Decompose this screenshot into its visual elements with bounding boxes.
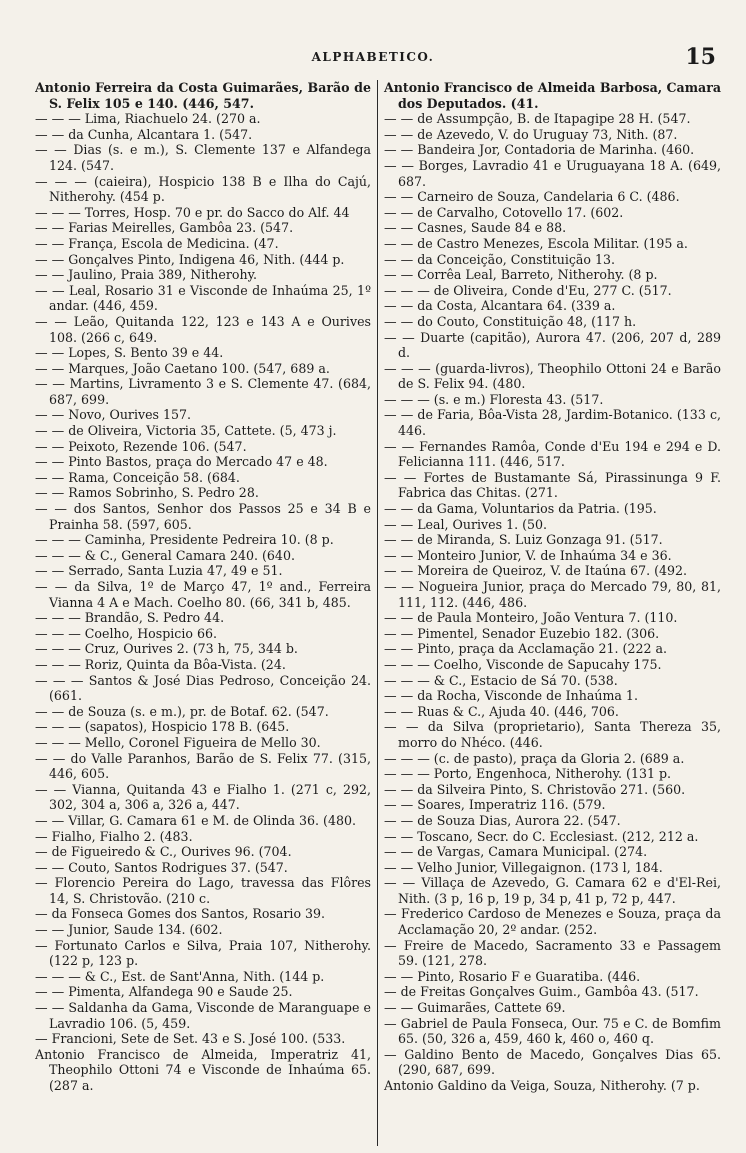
directory-entry: — de Figueiredo & C., Ourives 96. (704. (35, 844, 292, 860)
directory-entry: — — — Roriz, Quinta da Bôa-Vista. (24. (35, 656, 286, 672)
directory-entry: Antonio Ferreira da Costa Guimarães, Barão de S. Felix 105 e 140. (446, 547. (35, 80, 371, 111)
directory-entry: — — dos Santos, Senhor dos Passos 25 e 34 B e Prainha 58. (597, 605. (35, 501, 371, 532)
directory-entry: — — — Santos & José Dias Pedroso, Conceição 24. (661. (35, 672, 371, 704)
directory-entry: — Freire de Macedo, Sacramento 33 e Passagem 59. (121, 278. (384, 937, 721, 969)
directory-entry: — — Gonçalves Pinto, Indigena 46, Nith. (444 p. (35, 251, 345, 267)
directory-entry: — — Leal, Rosario 31 e Visconde de Inhaúma 25, 1º andar. (446, 459. (35, 282, 371, 314)
directory-entry: — — Pinto, Rosario F e Guaratiba. (446. (384, 968, 641, 984)
directory-entry: — — — (sapatos), Hospicio 178 B. (645. (35, 719, 290, 735)
directory-entry: — de Freitas Gonçalves Guim., Gambôa 43. (517. (384, 984, 699, 1000)
directory-entry: — — — Porto, Engenhoca, Nitherohy. (131 p. (384, 766, 672, 782)
directory-entry: — — da Conceição, Constituição 13. (384, 251, 616, 267)
directory-entry: — — Martins, Livramento 3 e S. Clemente 47. (684, 687, 699. (35, 376, 371, 407)
directory-entry: — — de Faria, Bôa-Vista 28, Jardim-Botanico. (133 c, 446. (384, 407, 721, 439)
left-column (35, 80, 378, 1146)
directory-entry: — — Monteiro Junior, V. de Inhaúma 34 e 36. (384, 547, 672, 563)
directory-entry: Antonio Francisco de Almeida, Imperatriz 41, Theophilo Ottoni 74 e Visconde de Inhaúma 65. (287 a. (35, 1046, 371, 1093)
directory-entry: — — Pimenta, Alfandega 90 e Saude 25. (35, 984, 293, 1000)
directory-entry: — — — (caieira), Hospicio 138 B e Ilha do Cajú, Nitherohy. (454 p. (35, 173, 371, 205)
directory-entry: — da Fonseca Gomes dos Santos, Rosario 39. (35, 906, 326, 922)
directory-entry: — — Moreira de Queiroz, V. de Itaúna 67. (492. (384, 563, 688, 579)
directory-entry: — Francioni, Sete de Set. 43 e S. José 100. (533. (35, 1031, 346, 1047)
directory-entry: — — Guimarães, Cattete 69. (384, 1000, 566, 1016)
directory-entry: — — de Paula Monteiro, João Ventura 7. (110. (384, 610, 678, 626)
directory-entry: — — Serrado, Santa Luzia 47, 49 e 51. (35, 563, 283, 579)
directory-entry: — — Casnes, Saude 84 e 88. (384, 220, 567, 236)
directory-entry: — — de Vargas, Camara Municipal. (274. (384, 844, 648, 860)
directory-entry: — — Soares, Imperatriz 116. (579. (384, 797, 606, 813)
right-column (378, 80, 721, 1146)
directory-entry: — — Lopes, S. Bento 39 e 44. (35, 345, 224, 361)
directory-entry: — — de Assumpção, B. de Itapagipe 28 H. (547. (384, 111, 691, 127)
page-header (0, 44, 746, 74)
directory-entry: — — Villaça de Azevedo, G. Camara 62 e d'El-Rei, Nith. (3 p, 16 p, 19 p, 34 p, 41 p, 72 p, 447. (384, 875, 721, 906)
directory-entry: — — — Caminha, Presidente Pedreira 10. (8 p. (35, 532, 334, 548)
directory-entry: — — Fortes de Bustamante Sá, Pirassinunga 9 F. Fabrica das Chitas. (271. (384, 469, 721, 501)
directory-entry: — — — Cruz, Ourives 2. (73 h, 75, 344 b. (35, 641, 298, 657)
directory-entry: — — de Souza (s. e m.), pr. de Botaf. 62. (547. (35, 703, 329, 719)
directory-entry: — — Leal, Ourives 1. (50. (384, 516, 548, 532)
directory-entry: — — — (c. de pasto), praça da Gloria 2. (689 a. (384, 750, 685, 766)
directory-entry: — — de Castro Menezes, Escola Militar. (195 a. (384, 235, 688, 251)
directory-entry: — — da Silveira Pinto, S. Christovão 271. (560. (384, 781, 686, 797)
directory-entry: — — França, Escola de Medicina. (47. (35, 235, 279, 251)
directory-entry: — — — Coelho, Hospicio 66. (35, 625, 218, 641)
directory-entry: — — — Coelho, Visconde de Sapucahy 175. (384, 656, 662, 672)
page-number: 15 (685, 44, 716, 70)
directory-entry: — — Leão, Quitanda 122, 123 e 143 A e Ourives 108. (266 c, 649. (35, 313, 371, 345)
directory-columns (35, 80, 721, 1146)
directory-entry: — Fialho, Fialho 2. (483. (35, 828, 193, 844)
directory-entry: — — Vianna, Quitanda 43 e Fialho 1. (271 c, 292, 302, 304 a, 306 a, 326 a, 447. (35, 781, 371, 813)
directory-entry: — — — Mello, Coronel Figueira de Mello 30. (35, 734, 321, 750)
directory-entry: — — Saldanha da Gama, Visconde de Maranguape e Lavradio 106. (5, 459. (35, 1000, 371, 1031)
directory-entry: — — — (s. e m.) Floresta 43. (517. (384, 391, 604, 407)
directory-entry: — — do Valle Paranhos, Barão de S. Felix 77. (315, 446, 605. (35, 750, 371, 782)
directory-entry: — — Pinto Bastos, praça do Mercado 47 e 48. (35, 454, 328, 470)
directory-entry: — Florencio Pereira do Lago, travessa das Flôres 14, S. Christovão. (210 c. (35, 875, 371, 906)
directory-entry: — Fortunato Carlos e Silva, Praia 107, Nitherohy. (122 p, 123 p. (35, 937, 371, 969)
directory-entry: — — de Carvalho, Cotovello 17. (602. (384, 204, 624, 220)
directory-entry: — — Junior, Saude 134. (602. (35, 922, 223, 938)
directory-entry: — — da Costa, Alcantara 64. (339 a. (384, 298, 616, 314)
directory-entry: — — Corrêa Leal, Barreto, Nitherohy. (8 p. (384, 267, 658, 283)
directory-entry: — — Dias (s. e m.), S. Clemente 137 e Alfandega 124. (547. (35, 142, 371, 173)
directory-entry: — — de Souza Dias, Aurora 22. (547. (384, 812, 621, 828)
directory-entry: — — — & C., Est. de Sant'Anna, Nith. (144 p. (35, 968, 325, 984)
directory-entry: — — de Azevedo, V. do Uruguay 73, Nith. (87. (384, 126, 678, 142)
directory-entry: — Galdino Bento de Macedo, Gonçalves Dias 65. (290, 687, 699. (384, 1046, 721, 1078)
directory-entry: — — Toscano, Secr. do C. Ecclesiast. (212, 212 a. (384, 828, 699, 844)
directory-entry: Antonio Francisco de Almeida Barbosa, Camara dos Deputados. (41. (384, 80, 721, 111)
directory-entry: — — Villar, G. Camara 61 e M. de Olinda 36. (480. (35, 812, 356, 828)
directory-entry: — — Pinto, praça da Acclamação 21. (222 a. (384, 641, 668, 657)
directory-entry: — — Marques, João Caetano 100. (547, 689 a. (35, 360, 330, 376)
directory-entry: — Frederico Cardoso de Menezes e Souza, praça da Acclamação 20, 2º andar. (252. (384, 906, 721, 938)
directory-entry: — — Couto, Santos Rodrigues 37. (547. (35, 859, 288, 875)
directory-entry: — — Velho Junior, Villegaignon. (173 l, 184. (384, 859, 663, 875)
directory-entry: — — — & C., Estacio de Sá 70. (538. (384, 672, 618, 688)
directory-entry: — — — de Oliveira, Conde d'Eu, 277 C. (517. (384, 282, 672, 298)
directory-entry: — — Ruas & C., Ajuda 40. (446, 706. (384, 703, 619, 719)
directory-entry: — — da Silva, 1º de Março 47, 1º and., Ferreira Vianna 4 A e Mach. Coelho 80. (66, 341 b, 485. (35, 579, 371, 610)
directory-entry: — — de Oliveira, Victoria 35, Cattete. (5, 473 j. (35, 423, 337, 439)
directory-entry: — — Peixoto, Rezende 106. (547. (35, 438, 247, 454)
directory-entry: — — de Miranda, S. Luiz Gonzaga 91. (517. (384, 532, 663, 548)
directory-entry: — — da Rocha, Visconde de Inhaúma 1. (384, 688, 638, 704)
directory-entry: — — Borges, Lavradio 41 e Uruguayana 18 A. (649, 687. (384, 157, 721, 189)
directory-entry: — — — Torres, Hosp. 70 e pr. do Sacco do Alf. 44 (35, 204, 350, 220)
directory-entry: — — — Lima, Riachuelo 24. (270 a. (35, 111, 261, 127)
directory-entry: — — Novo, Ourives 157. (35, 407, 192, 423)
directory-entry: — — Bandeira Jor, Contadoria de Marinha. (460. (384, 142, 695, 158)
directory-entry: — — Nogueira Junior, praça do Mercado 79, 80, 81, 111, 112. (446, 486. (384, 579, 721, 610)
directory-entry: — — Duarte (capitão), Aurora 47. (206, 207 d, 289 d. (384, 329, 721, 361)
directory-entry: — — do Couto, Constituição 48, (117 h. (384, 313, 637, 329)
directory-entry: — — — Brandão, S. Pedro 44. (35, 610, 225, 626)
directory-entry: — — Ramos Sobrinho, S. Pedro 28. (35, 485, 259, 501)
running-title: ALPHABETICO. (311, 50, 435, 64)
directory-entry: Antonio Galdino da Veiga, Souza, Nitherohy. (7 p. (384, 1078, 700, 1093)
directory-entry: — — Rama, Conceição 58. (684. (35, 469, 240, 485)
directory-entry: — — Farias Meirelles, Gambôa 23. (547. (35, 220, 294, 236)
directory-entry: — — — (guarda-livros), Theophilo Ottoni 24 e Barão de S. Felix 94. (480. (384, 360, 721, 392)
directory-entry: — — da Silva (proprietario), Santa Thereza 35, morro do Nhéco. (446. (384, 719, 721, 750)
directory-entry: — — da Gama, Voluntarios da Patria. (195. (384, 501, 657, 517)
directory-entry: — — Carneiro de Souza, Candelaria 6 C. (486. (384, 189, 680, 205)
directory-entry: — — Pimentel, Senador Euzebio 182. (306. (384, 625, 660, 641)
directory-entry: — — Fernandes Ramôa, Conde d'Eu 194 e 294 e D. Felicianna 111. (446, 517. (384, 438, 721, 470)
directory-entry: — Gabriel de Paula Fonseca, Our. 75 e C. de Bomfim 65. (50, 326 a, 459, 460 k, 460 o, 460 q. (384, 1015, 721, 1047)
directory-entry: — — — & C., General Camara 240. (640. (35, 547, 295, 563)
directory-entry: — — da Cunha, Alcantara 1. (547. (35, 126, 253, 142)
directory-entry: — — Jaulino, Praia 389, Nitherohy. (35, 267, 258, 283)
